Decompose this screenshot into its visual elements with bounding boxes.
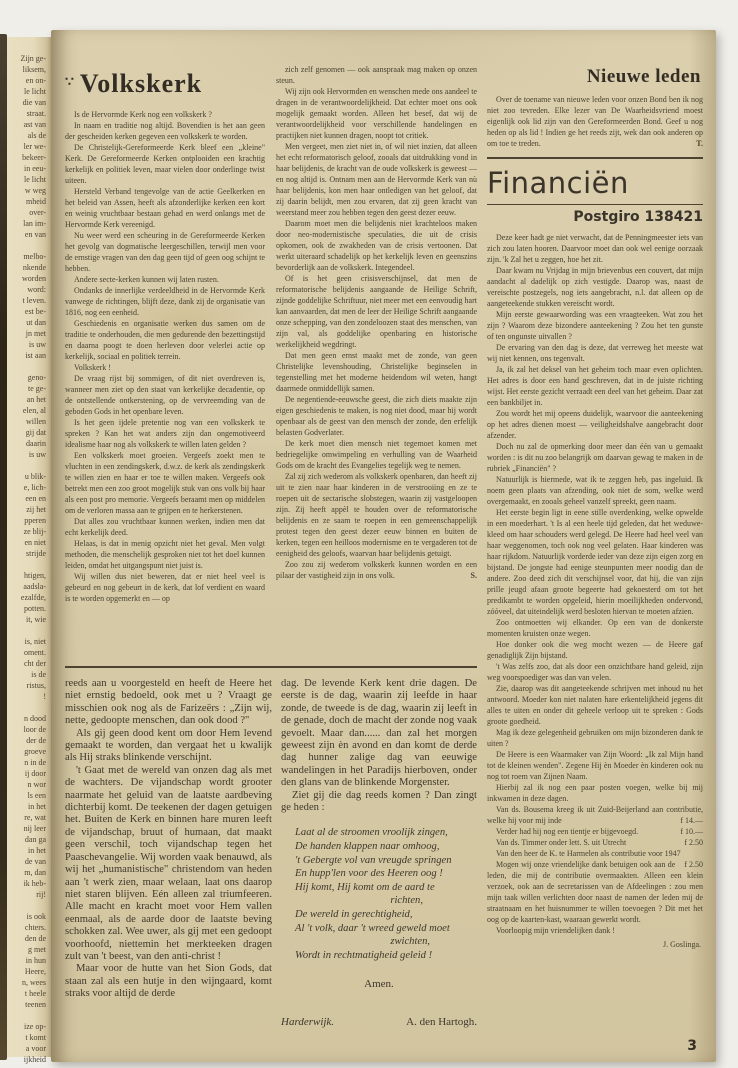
paragraph: Helaas, is dat in menig opzicht niet het geval. Men volgt methoden, die menschelijk gesproken niet tot het doel kunnen leiden, omdat het uitgangspunt niet juist is.: [65, 539, 265, 570]
postgiro-number: Postgiro 138421: [573, 209, 703, 225]
text-fragment: [7, 559, 46, 570]
paragraph: 't Was zelfs zoo, dat als door een onzichtbare hand geleid, zijn weg voorspoediger was dan van velen.: [487, 662, 703, 682]
donation-text: Verder had hij nog een tientje er bijgevoegd.: [496, 827, 639, 836]
nieuwe-leden-text: Over de toename van nieuwe leden voor onzen Bond ben ik nog niet zoo tevreden. Elke lezer van De Waarheidsvriend moest eigenlijk ook lid zijn van den Gereformeerden Bond. Geef u nog heden op als lid ! Indien ge het reeds zijt, wek dan ook anderen op om toe te treden.: [487, 95, 703, 148]
previous-page-text-fragments: [7, 37, 51, 1065]
financien-closing: [487, 859, 703, 936]
text-fragment: htigen,: [24, 571, 46, 580]
text-fragment: a voor: [25, 1044, 46, 1053]
paragraph: zich zelf genomen — ook aanspraak mag maken op onzen steun.: [276, 65, 477, 85]
text-fragment: mheid: [26, 197, 46, 206]
paragraph: De Heere is een Waarmaker van Zijn Woord: „Ik zal Mijn hand tot de kleinen wenden". Zegene Hij èn Moeder èn kinderen ook nu nog tot roem van Zijnen Naam.: [487, 750, 703, 781]
rule-above-financien: [487, 157, 703, 159]
author-row: [281, 1016, 477, 1028]
text-fragment: gij dat: [25, 428, 46, 437]
text-fragment: over-: [29, 208, 46, 217]
text-fragment: te ge-: [28, 384, 46, 393]
scan-spine-edge: [0, 34, 7, 1060]
text-fragment: g met: [28, 945, 46, 954]
paragraph: Zou wordt het mij opeens duidelijk, waarvoor die aanteekening op het adres dienen moest — veiligheidshalve aangebracht door afzender.: [487, 409, 703, 440]
text-fragment: w weg: [24, 186, 46, 195]
text-fragment: e, lich-: [23, 483, 46, 492]
paragraph: Dat men geen ernst maakt met de zonde, van geen Christelijke levenshouding, Christelijke beginselen in tegenstelling met het moderne heidendom wil weten, hangt daarmede onmiddellijk samen.: [276, 351, 477, 393]
text-fragment: Zijn ge-: [20, 54, 46, 63]
author-name: A. den Hartogh.: [406, 1016, 477, 1029]
paragraph: Mag ik deze gelegenheid gebruiken om mijn bizonderen dank te uiten ?: [487, 728, 703, 748]
paragraph: Natuurlijk is hiermede, wat ik te zeggen heb, pas ingeluid. Ik noem geen plaats van afzending, ook niet de som, welke werd overgemaakt, en zooals geheel vanzelf spreekt, geen naam.: [487, 475, 703, 506]
text-fragment: ler we-: [23, 142, 46, 151]
paragraph: Nu weer werd een scheuring in de Gereformeerde Kerken het gevolg van dogmatische leergeschillen, terwijl men voor de ernstige vragen van den dag geen tijd of geen oog schijnt te hebben.: [65, 231, 265, 273]
paragraph: Hierbij zal ik nog een paar posten voegen, welke bij mij inkwamen in deze dagen.: [487, 783, 703, 803]
paragraph: Voorloopig mijn vriendelijken dank !: [496, 926, 615, 935]
text-fragment: potten.: [24, 604, 46, 613]
text-fragment: m, dan: [24, 868, 46, 877]
article-title-volkskerk: [65, 68, 265, 99]
text-fragment: die van: [22, 98, 46, 107]
text-fragment: is uw: [28, 450, 46, 459]
text-fragment: bekeer-: [22, 153, 46, 162]
paragraph: Een volkskerk moet groeien. Vergeefs zoekt men te vluchten in een zendingskerk, d.w.z. de kerk als zendingskerk te willen zien en haar er toe te willen maken. Vergeefs ook betrekt men een zoo groot mogelijk stuk van ons volk bij haar als een post pro memorie. Vergeefs beraamt men op middelen om de verloren massa aan te grijpen en te herkerstenen.: [65, 451, 265, 515]
text-fragment: ij door: [24, 769, 46, 778]
poem-line: Wordt in rechtmatigheid geleid !: [295, 949, 433, 961]
nieuwe-leden-body: [487, 94, 703, 149]
paragraph: Daarom moet men die belijdenis niet krachteloos maken door neo-modernistische speculaties, die uit de crisis opkomen, ook de zwakheden van de crisis vertoonen. Dat werkt uiteraard schadelijk op het kerkelijk leven en geenszins bevorderlijk aan de volkskerk. Integendeel.: [276, 219, 477, 272]
paragraph: De Christelijk-Gereformeerde Kerk bleef een „kleine" Kerk. De Gereformeerde Kerken ontplooiden een krachtig kerkelijk en politiek leven, maar vielen door onderlinge twist uiteen.: [65, 143, 265, 185]
text-fragment: [7, 240, 46, 251]
text-fragment: is de: [31, 670, 46, 679]
text-fragment: [7, 625, 46, 636]
text-fragment: ist aan: [25, 351, 46, 360]
text-fragment: [7, 361, 46, 372]
ornament-dots-icon: ∵: [65, 75, 74, 90]
text-fragment: der de: [26, 736, 46, 745]
place-name: Harderwijk.: [281, 1016, 335, 1029]
text-fragment: teenen: [25, 1000, 46, 1009]
text-fragment: n, wees: [22, 978, 46, 987]
text-fragment: ast van: [23, 120, 46, 129]
text-fragment: an het: [26, 395, 46, 404]
donation-text: Van ds. Bousema kreeg ik uit Zuid-Beijerland aan contributie, welke hij voor mij inde: [487, 805, 703, 825]
text-fragment: t leven.: [22, 296, 46, 305]
text-fragment: t komt: [25, 1033, 46, 1042]
text-fragment: n dood: [24, 714, 46, 723]
previous-page-edge: [7, 37, 51, 1064]
text-fragment: cht der: [24, 659, 46, 668]
paragraph: Mijn eerste gewaarwording was een vraagteeken. Wat zou het zijn ? Waarom deze bizondere aanteekening ? Zou het ten gunste of ten ongunste uitvallen ?: [487, 310, 703, 341]
bottom-article-column-2-body: [281, 678, 477, 814]
text-fragment: !: [43, 692, 46, 701]
text-fragment: ik heb-: [23, 879, 46, 888]
closing-text: Zoo zou zij wederom volkskerk kunnen worden en een pilaar der vastigheid zijn in ons volk.: [276, 560, 477, 580]
page-number: 3: [687, 1038, 697, 1055]
column-volkskerk-1: [65, 64, 265, 660]
text-fragment: ut dan: [26, 318, 46, 327]
column-volkskerk-2: [276, 64, 477, 660]
text-fragment: in eeu-: [24, 164, 46, 173]
text-fragment: lan im-: [23, 219, 46, 228]
paragraph: Dat alles zou vruchtbaar kunnen werken, indien men dat echt kerkelijk deed.: [65, 517, 265, 537]
text-fragment: ristus,: [26, 681, 46, 690]
paragraph: Zal zij zich wederom als volkskerk openbaren, dan heeft zij uit te zien naar haar kinderen in de verstrooiing en ze te roepen uit de sectarische slobstegen, waarin zij vastgeloopen zijn. Zij heeft appèl te houden over de reformatorische belijdenis en ze saam te roepen in een gemeenschappelijk protest tegen den geest dezer eeuw binnen en buiten de kerken, tegen een heilloos modernisme en te vergaderen tot de eenigheid des geloofs, waarvan haar belijdenis getuigt.: [276, 472, 477, 558]
text-fragment: word:: [27, 285, 46, 294]
poem-line: richten,: [295, 895, 423, 907]
article-title-financien: Financiën: [487, 166, 629, 200]
text-fragment: zij het: [26, 505, 46, 514]
text-fragment: een en: [25, 494, 46, 503]
paragraph: Hoe donker ook die weg mocht wezen — de Heere gaf genadiglijk Zijn bijstand.: [487, 640, 703, 660]
donation-entry: [487, 804, 703, 826]
paragraph: Ja, ik zal het deksel van het geheim toch maar even oplichten. Het adres is door een hand geschreven, dat in de juiste richting wijst. Het eerste gezicht verraadt een deel van het geheim. Daar zat een bankbiljet in.: [487, 365, 703, 407]
text-fragment: willen: [26, 417, 46, 426]
donation-amount: f 10.—: [680, 827, 703, 836]
paragraph: Of is het geen crisisverschijnsel, dat men de reformatorische belijdenis aangaande de Heilige Schrift, zijnde goddelijke Schriftuur, niet meer met een eenvoudig hart kan aanvaarden, dat men de leer der Heilige Schrift aangaande onze schepping, van den zondeloozen staat des menschen, van zijn val, als goddelijke openbaring en historische werkelijkheid wegdringt.: [276, 274, 477, 349]
text-fragment: melbo-: [23, 252, 46, 261]
paragraph: Volkskerk !: [74, 363, 111, 372]
text-fragment: jn met: [25, 329, 46, 338]
paragraph: Zie, daarop was dit aangeteekende schrijven met inhoud nu het antwoord. Moeder kon niet nalaten hare erkentelijkheid jegens dit alles te uiten en onder dit geheele verloop uit te spreken : Gods groote goedheid.: [487, 684, 703, 726]
text-fragment: worden: [22, 274, 46, 283]
text-fragment: elen, al: [22, 406, 46, 415]
paragraph: Andere secte-kerken kunnen wij laten rusten.: [74, 275, 219, 284]
text-fragment: daarin: [26, 439, 46, 448]
text-fragment: le licht: [24, 175, 46, 184]
paragraph: Doch nu zal de opmerking door meer dan één van u gemaakt worden : is dit nu zoo belangrijk om daarvan gewag te maken in de rubriek „Financiën" ?: [487, 442, 703, 473]
paragraph: Ondanks de innerlijke verdeeldheid in de Hervormde Kerk vanwege de richtingen, blijft deze, dank zij de organisatie van 1816, nog een eenheid.: [65, 286, 265, 317]
author-initial: S.: [470, 571, 477, 580]
paragraph: Daar kwam nu Vrijdag in mijn brievenbus een couvert, dat mijn aandacht al dadelijk op zich vestigde. Daarop was, naast de vereischte postzegels, nog iets aangebracht, n.l. dat alleen op de aangeteekende stukken vereischt wordt.: [487, 266, 703, 308]
paragraph: Ziet gij die dag reeds komen ? Dan zingt ge heden :: [281, 789, 477, 814]
paragraph: Wij willen dus niet beweren, dat er niet heel veel is gebeurd en nog gebeurt in de kerk, dat lof verdient en waard is te worden opgemerkt en — op: [65, 572, 265, 603]
paragraph: De ervaring van den dag is deze, dat verreweg het meeste wat wij niet kennen, ons tegenvalt.: [487, 343, 703, 363]
text-fragment: [7, 900, 46, 911]
donation-entry: [487, 837, 703, 848]
financien-donations: [487, 804, 703, 869]
volkskerk-column-1-body: [65, 109, 265, 604]
text-fragment: pperen: [24, 516, 46, 525]
text-fragment: strijde: [26, 549, 46, 558]
text-fragment: de van: [24, 857, 46, 866]
text-fragment: le licht: [24, 87, 46, 96]
poem-line: 't Gebergte vol van vreugde springen: [295, 854, 452, 866]
paragraph: 't Gaat met de wereld van onzen dag als met de wachters. De vijandschap wordt grooter naarmate het geluid van de laatste aardbeving dichterbij komt. De teekenen der dagen getuigen het. Buiten de Kerk en binnen hare muren leeft de vijandschap, bruut of humaan, dat maakt geen verschil, toch vijandschap tegen het Paaschevangelie. Wij worden vaak benauwd, als wij het „humanistische" christendom van heden aan 't werk zien, maar welaan, laat ons daarop niet staren blijven. Eén alleen zal triumfeeren. Alle macht en kracht moet voor Hem vallen eenmaal, als de aarde door de laatste beving schokken zal. Wee uwer, als gij met een gedoopt voorhoofd, niettemin het merkteeken dragen zult van 't beest, van den anti-christ !: [65, 764, 272, 962]
donation-text: Van den heer de K. te Harmelen als contributie voor 1947: [496, 849, 681, 858]
paragraph: reeds aan u voorgesteld en heeft de Heere het niet ernstig bedoeld, ook met u ? Vraagt ge misschien ook nog als de Farizeërs : „Zijn wij, nette, gedoopte menschen, dan ook dood ?": [65, 678, 272, 727]
text-fragment: in hun: [25, 956, 46, 965]
text-fragment: is ook: [26, 912, 46, 921]
paragraph: De kerk moet dien mensch niet tegemoet komen met bedriegelijke omwimpeling en verhulling van de Waarheid Gods om de kracht des Evangelies tegelijk weg te nemen.: [276, 439, 477, 470]
paragraph: Hersteld Verband tengevolge van de actie Geelkerken en het beleid van Assen, heeft als afzonderlijke kerken een kort en weinig vruchtbaar bestaan gehad en werd onlangs met de Hervormde Kerk vereenigd.: [65, 187, 265, 229]
donation-entry: [487, 826, 703, 837]
paragraph: Zoo ontmoetten wij elkander. Op een van de donkerste momenten kruisten onze wegen.: [487, 618, 703, 638]
paragraph: Men vergeet, men ziet niet in, of wil niet inzien, dat alleen het echt reformatorisch geloof, zooals dat uitdrukking vond in haar belijdenis, de kracht van de oude volkskerk is geweest — en nog altijd is. Ontnam men aan de Hervormde Kerk van nù haar belijdenis, kon men haar ontledigen van het geloof, dat zij daarin belijdt, men zou ervaren, dat zij geen kracht van weerstand meer zou hebben tegen den geest dezer eeuw.: [276, 142, 477, 217]
paragraph: Maar voor de hutte van het Sion Gods, dat staan zal als een hutje in den wijngaard, komt straks voor altijd de derde: [65, 963, 272, 1000]
bottom-article-column-1: [65, 678, 272, 1028]
poem-line: En hupp'len voor des Heeren oog !: [295, 868, 443, 880]
text-fragment: dan ga: [24, 835, 46, 844]
text-fragment: ze blij-: [23, 527, 46, 536]
donation-text: Van ds. Timmer onder lett. S. uit Utrecht: [496, 838, 627, 847]
text-fragment: in het: [28, 802, 46, 811]
section-divider-rule: [65, 666, 477, 668]
text-fragment: is, niet: [24, 637, 46, 646]
volkskerk-closing-line: [276, 559, 477, 581]
paragraph: De vraag rijst bij sommigen, of dit niet overdreven is, wanneer men ziet op den staat van kerkelijke decadentie, op de ontstellende ontkerstening, op de vervreemding van de geboden Gods in het openbare leven.: [65, 374, 265, 416]
hymn-poem: [295, 826, 477, 962]
poem-line: Laat al de stroomen vroolijk zingen,: [295, 827, 448, 839]
financien-body: [487, 232, 703, 804]
poem-line: Hij komt, Hij komt om de aard te: [295, 881, 435, 893]
donation-amount: f 14.—: [680, 816, 703, 825]
text-fragment: ijkheid: [23, 1055, 46, 1064]
donation-amount: f 2.50: [684, 838, 703, 847]
text-fragment: [7, 702, 46, 713]
text-fragment: groeve: [24, 747, 46, 756]
paragraph: Deze keer hadt ge niet verwacht, dat de Penningmeester iets van zich zou laten hooren. Daarvoor moet dan ook wel eenige oorzaak zijn. 'k Zal het u zeggen, hoe het zit.: [487, 233, 703, 264]
text-fragment: als de: [27, 131, 46, 140]
volkskerk-column-2-body: [276, 64, 477, 559]
paragraph: Als gij geen dood kent om door Hem levend gemaakt te worden, dan vergaat het u kwalijk als Hij straks blinkende verschijnt.: [65, 727, 272, 764]
text-fragment: straat.: [26, 109, 46, 118]
text-fragment: rij!: [36, 890, 46, 899]
text-fragment: chters.: [24, 923, 46, 932]
text-fragment: n in de: [24, 758, 46, 767]
text-fragment: u blik-: [24, 472, 46, 481]
text-fragment: geno-: [27, 373, 46, 382]
text-fragment: is uw: [28, 340, 46, 349]
poem-line: De handen klappen naar omhoog,: [295, 841, 440, 853]
paragraph: In naam en traditie nog altijd. Bovendien is het aan geen der gescheiden kerken gegeven een volkskerk te worden.: [65, 121, 265, 141]
text-fragment: est be-: [24, 307, 46, 316]
text-fragment: [7, 1010, 46, 1021]
donation-entry: [487, 848, 703, 869]
financien-signature: J. Goslinga.: [663, 940, 701, 949]
rule-below-financien: [487, 204, 703, 205]
paragraph: dag. De levende Kerk kent drie dagen. De eerste is de dag, waarin zij leefde in haar zonde, de tweede is de dag, waarin zij leeft in de genade, doch de macht der zonde nog vaak gevoelt. Maar dan...... dan zal het morgen geweest zijn èn avond en dan komt de derde dag hunner zalige dag van eeuwige wandelingen in het Paradijs hierboven, onder den glans van de blinkende Morgenster.: [281, 678, 477, 789]
bottom-article-column-2: [281, 678, 477, 1028]
column-right: [487, 64, 703, 1055]
text-fragment: ize op-: [24, 1022, 46, 1031]
poem-line: De wereld in gerechtigheid,: [295, 909, 413, 921]
text-fragment: en on-: [25, 76, 46, 85]
text-fragment: en van: [24, 230, 46, 239]
text-fragment: liksem,: [22, 65, 46, 74]
text-fragment: loor de: [23, 725, 46, 734]
poem-line: Al 't volk, daar 't wreed geweld moet: [295, 922, 450, 934]
paragraph: Geschiedenis en organisatie werken dus samen om de traditie te onderhouden, die men gedurende den bezettingstijd en daarna poogt te doen herleven door velerlei actie op kerkelijk, sociaal en politiek terrein.: [65, 319, 265, 361]
text-fragment: aadsla-: [23, 582, 46, 591]
text-fragment: it, wie: [26, 615, 46, 624]
article-title-nieuwe-leden: Nieuwe leden: [586, 66, 701, 87]
text-fragment: en niet: [24, 538, 46, 547]
amen-line: Amen.: [364, 978, 394, 991]
donation-amount: f 2.50: [684, 860, 703, 869]
paragraph: Het eerste begin ligt in eene stille overdenking, welke opwelde in een moederhart. 't Is al een heele tijd geleden, dat het weduwe-kleed om haar schouders werd gelegd. De Heere had heel veel van haar weggenomen, toch ook nog veel gelaten. Haar kinderen was haar rijkdom. Natuurlijk vorderde ieder van deze zijn eigen zorg en bijstand. De jongste had eenige steunpunten meer noodig dan de andere. Zoo deed zich dit verschijnsel voor, dat hij, die van zijn prille jeugd afaan groote begeerte had gekoesterd om tot het predikambt te worden opgeleid, hierin moeilijkheden ondervond, zóóveel, dat uiteindelijk werd besloten hiervan te moeten afzien.: [487, 508, 703, 616]
text-fragment: nij leer: [23, 824, 46, 833]
paragraph: Mogen wij onze vriendelijke dank betuigen ook aan de leden, die mij de contributie overmaakten. Alleen een klein verzoek, ook aan de secretarissen van de Afdeelingen : zou men mijn taak willen verlichten door naast de namen der leden mij de straatnaam en het huisnummer te willen toevoegen ? Dit met het oog op de kaarten-kast, waaraan gewerkt wordt.: [487, 860, 703, 924]
text-fragment: re, wat: [24, 813, 46, 822]
paragraph: De negentiende-eeuwsche geest, die zich diets maakte zijn eigen geschiedenis te maken, is nog niet dood, maar hij wordt openbaar als de geest van den mensch der zonde, den erfelijk belasten Godverlater.: [276, 395, 477, 437]
text-fragment: [7, 460, 46, 471]
text-fragment: Heere,: [24, 967, 46, 976]
poem-line: zwichten,: [295, 936, 431, 948]
text-fragment: in het: [28, 846, 46, 855]
paragraph: Is het geen ijdele pretentie nog van een volkskerk te spreken ? Kan het wat anders zijn dan ongemotiveerd idealisme haar nog als volkskerk te willen laten gelden ?: [65, 418, 265, 449]
text-fragment: oment.: [24, 648, 46, 657]
article-title-text: Volkskerk: [79, 69, 203, 98]
text-fragment: den de: [24, 934, 46, 943]
text-fragment: nkende: [22, 263, 46, 272]
text-fragment: t heele: [24, 989, 46, 998]
text-fragment: n wor: [27, 780, 46, 789]
paragraph: Is de Hervormde Kerk nog een volkskerk ?: [74, 110, 212, 119]
text-fragment: ezalfde,: [20, 593, 46, 602]
text-fragment: ls een: [27, 791, 46, 800]
magazine-page: [51, 30, 716, 1062]
author-initial: T.: [696, 139, 703, 148]
paragraph: Wij zijn ook Hervormden en wenschen mede ons aandeel te dragen in de verantwoordelijkheid. Dat echter moet ons ook mogelijk gemaakt worden. Alleen het besef, dat wij de verantwoordelijkheid voor verschillende handelingen en practijken niet kunnen dragen, noopt tot critiek.: [276, 87, 477, 140]
